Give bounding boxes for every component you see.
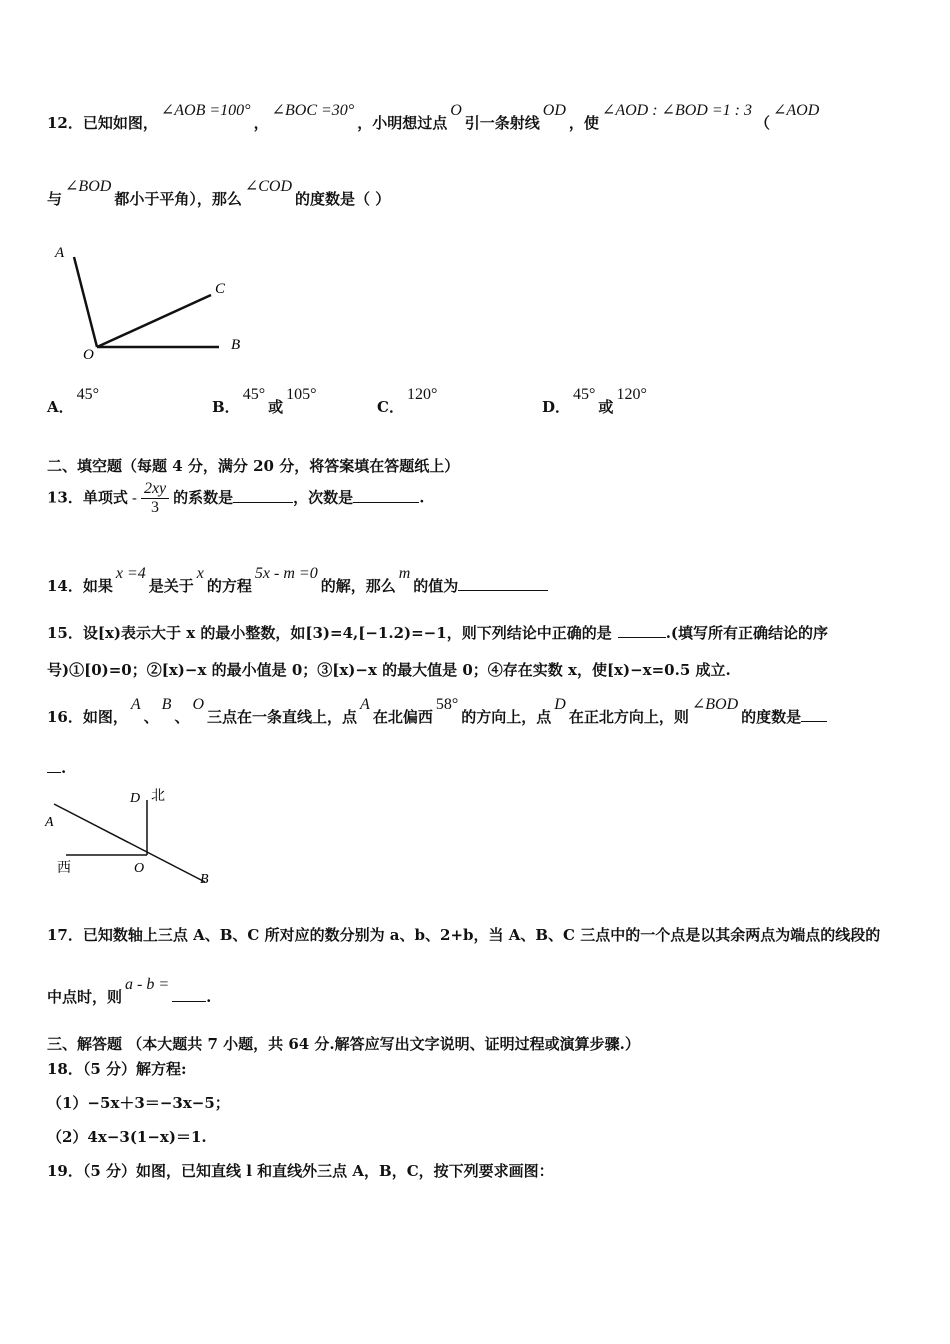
q16-text: 在正北方向上，则 xyxy=(568,708,689,726)
q16-text: . xyxy=(61,759,67,777)
label-west: 西 xyxy=(57,861,71,876)
q18-part2: （2）4x−3(1−x)＝1. xyxy=(47,1128,207,1146)
q13-fraction xyxy=(141,480,169,517)
q12-text: 的度数是（ ） xyxy=(295,190,391,208)
q12-angle-bod: ∠BOD xyxy=(65,178,112,195)
q16-math: A xyxy=(130,696,141,713)
q16-text: 、 xyxy=(143,708,159,726)
option-label: B． xyxy=(212,398,240,416)
label-north: 北 xyxy=(151,789,165,804)
label-c: C xyxy=(215,281,226,297)
option-value: 120° xyxy=(406,386,438,403)
q16-text: 的方向上，点 xyxy=(461,708,552,726)
q17-line1: 17．已知数轴上三点 A、B、C 所对应的数分别为 a、b、2+b，当 A、B、C 三点中的一个点是以其余两点为端点的线段的 xyxy=(47,926,881,944)
label-b: B xyxy=(231,337,241,353)
option-value: 45° xyxy=(76,386,100,403)
q12-option-b[interactable] xyxy=(212,386,320,417)
q17-blank[interactable] xyxy=(172,987,206,1002)
q16-math: A xyxy=(360,696,370,713)
q13-denominator: 3 xyxy=(151,499,160,516)
q19-heading: 19．（5 分）如图，已知直线 l 和直线外三点 A，B，C，按下列要求画图： xyxy=(47,1162,554,1180)
q16-text: 16．如图， xyxy=(47,708,128,726)
option-value: 105° xyxy=(286,386,317,403)
q14-text: 的值为 xyxy=(413,577,459,595)
q14-text: 的方程 xyxy=(206,577,252,595)
q16-blank[interactable] xyxy=(801,707,827,722)
q12-line1 xyxy=(47,102,822,133)
q13-numerator: 2xy xyxy=(141,480,169,499)
q15-line2: 号)①[0)=0；②[x)−x 的最小值是 0；③[x)−x 的最大值是 0；④存在实数 x，使[x)−x=0.5 成立. xyxy=(47,661,731,679)
q14-math: x =4 xyxy=(115,565,146,582)
ray-oc xyxy=(97,295,211,347)
label-o: O xyxy=(83,347,94,363)
q16-text: 在北偏西 xyxy=(372,708,433,726)
q14-math: 5x - m =0 xyxy=(254,565,318,582)
label-b: B xyxy=(200,872,209,887)
q18-part1: （1）−5x＋3＝−3x−5； xyxy=(47,1094,230,1112)
option-value: 120° xyxy=(616,386,647,403)
q12-angle-cod: ∠COD xyxy=(244,178,293,195)
q13-text: 的系数是 xyxy=(173,488,234,507)
q12-ray-od: OD xyxy=(542,102,566,119)
option-value: 45° xyxy=(242,386,266,403)
q16-blank-cont[interactable] xyxy=(47,758,61,773)
q17-line2 xyxy=(47,976,212,1007)
label-o: O xyxy=(134,861,145,876)
q16-text: 、 xyxy=(174,708,190,726)
q16-text: 的度数是 xyxy=(741,708,802,726)
q18-heading: 18．（5 分）解方程: xyxy=(47,1060,187,1078)
option-label: C． xyxy=(377,398,404,416)
q16-text: 三点在一条直线上，点 xyxy=(207,708,358,726)
q12-option-c[interactable] xyxy=(377,386,440,417)
q14-blank[interactable] xyxy=(458,576,548,591)
q12-text: ，使 xyxy=(568,114,599,132)
q14 xyxy=(47,565,548,596)
q12-text: 引一条射线 xyxy=(464,114,540,132)
q17-text: 中点时，则 xyxy=(47,988,123,1006)
option-value: 45° xyxy=(573,386,596,403)
q16-math: 58° xyxy=(435,696,459,713)
q12-ratio: ∠AOD : ∠BOD =1 : 3 xyxy=(601,102,752,119)
q16-line1 xyxy=(47,696,827,727)
q14-math: m xyxy=(398,565,411,582)
q12-text: ，小明想过点 xyxy=(357,114,448,132)
label-a: A xyxy=(45,815,54,830)
option-or: 或 xyxy=(598,398,614,416)
q13-blank-degree[interactable] xyxy=(353,488,419,503)
option-label: A． xyxy=(47,398,74,416)
q13-blank-coefficient[interactable] xyxy=(233,488,293,503)
q12-point-o: O xyxy=(450,102,462,119)
line-ab xyxy=(54,804,205,882)
q12-line2 xyxy=(47,178,391,209)
q12-angle-aob: ∠AOB =100° xyxy=(160,102,251,119)
q12-number: 12．已知如图， xyxy=(47,114,158,132)
q14-text: 的解，那么 xyxy=(320,577,396,595)
q17-text: . xyxy=(206,988,212,1006)
q12-figure xyxy=(45,235,255,365)
q12-option-d[interactable] xyxy=(542,386,650,417)
q16-math: D xyxy=(554,696,566,713)
q16-math: ∠BOD xyxy=(691,696,739,713)
q15-line1 xyxy=(47,622,828,643)
q16-math: O xyxy=(192,696,205,713)
q12-text: （ xyxy=(754,114,770,132)
q14-text: 14．如果 xyxy=(47,577,113,595)
q14-math: x xyxy=(196,565,204,582)
q12-text: 与 xyxy=(47,190,63,208)
option-or: 或 xyxy=(268,398,284,416)
q13-neg: - xyxy=(131,488,137,507)
q16-figure xyxy=(42,782,222,892)
ray-oa xyxy=(74,257,97,347)
q13-text: . xyxy=(419,488,425,507)
q15-blank[interactable] xyxy=(618,623,666,638)
q16-math: B xyxy=(161,696,172,713)
q12-angle-boc: ∠BOC =30° xyxy=(271,102,355,119)
q14-text: 是关于 xyxy=(148,577,194,595)
q12-text: 都小于平角），那么 xyxy=(114,190,242,208)
option-label: D． xyxy=(542,398,571,416)
q16-line2 xyxy=(47,758,66,777)
section-3-heading: 三、解答题 （本大题共 7 小题，共 64 分.解答应写出文字说明、证明过程或演算步骤.） xyxy=(47,1035,640,1053)
q13-text: ，次数是 xyxy=(293,488,354,507)
q13-text: 13．单项式 xyxy=(47,488,128,507)
section-2-heading: 二、填空题（每题 4 分，满分 20 分，将答案填在答题纸上） xyxy=(47,457,460,475)
label-a: A xyxy=(55,245,65,261)
q12-sep: ， xyxy=(253,114,269,132)
q13 xyxy=(47,480,424,517)
q12-option-a[interactable] xyxy=(47,386,102,417)
label-d: D xyxy=(130,791,141,806)
q15-text: .(填写所有正确结论的序 xyxy=(665,624,829,642)
q17-math: a - b = xyxy=(125,976,170,993)
q12-angle-aod: ∠AOD xyxy=(772,102,820,119)
q15-text: 15．设[x)表示大于 x 的最小整数，如[3)=4,[−1.2)=−1，则下列结论中正确的是 xyxy=(47,624,612,642)
